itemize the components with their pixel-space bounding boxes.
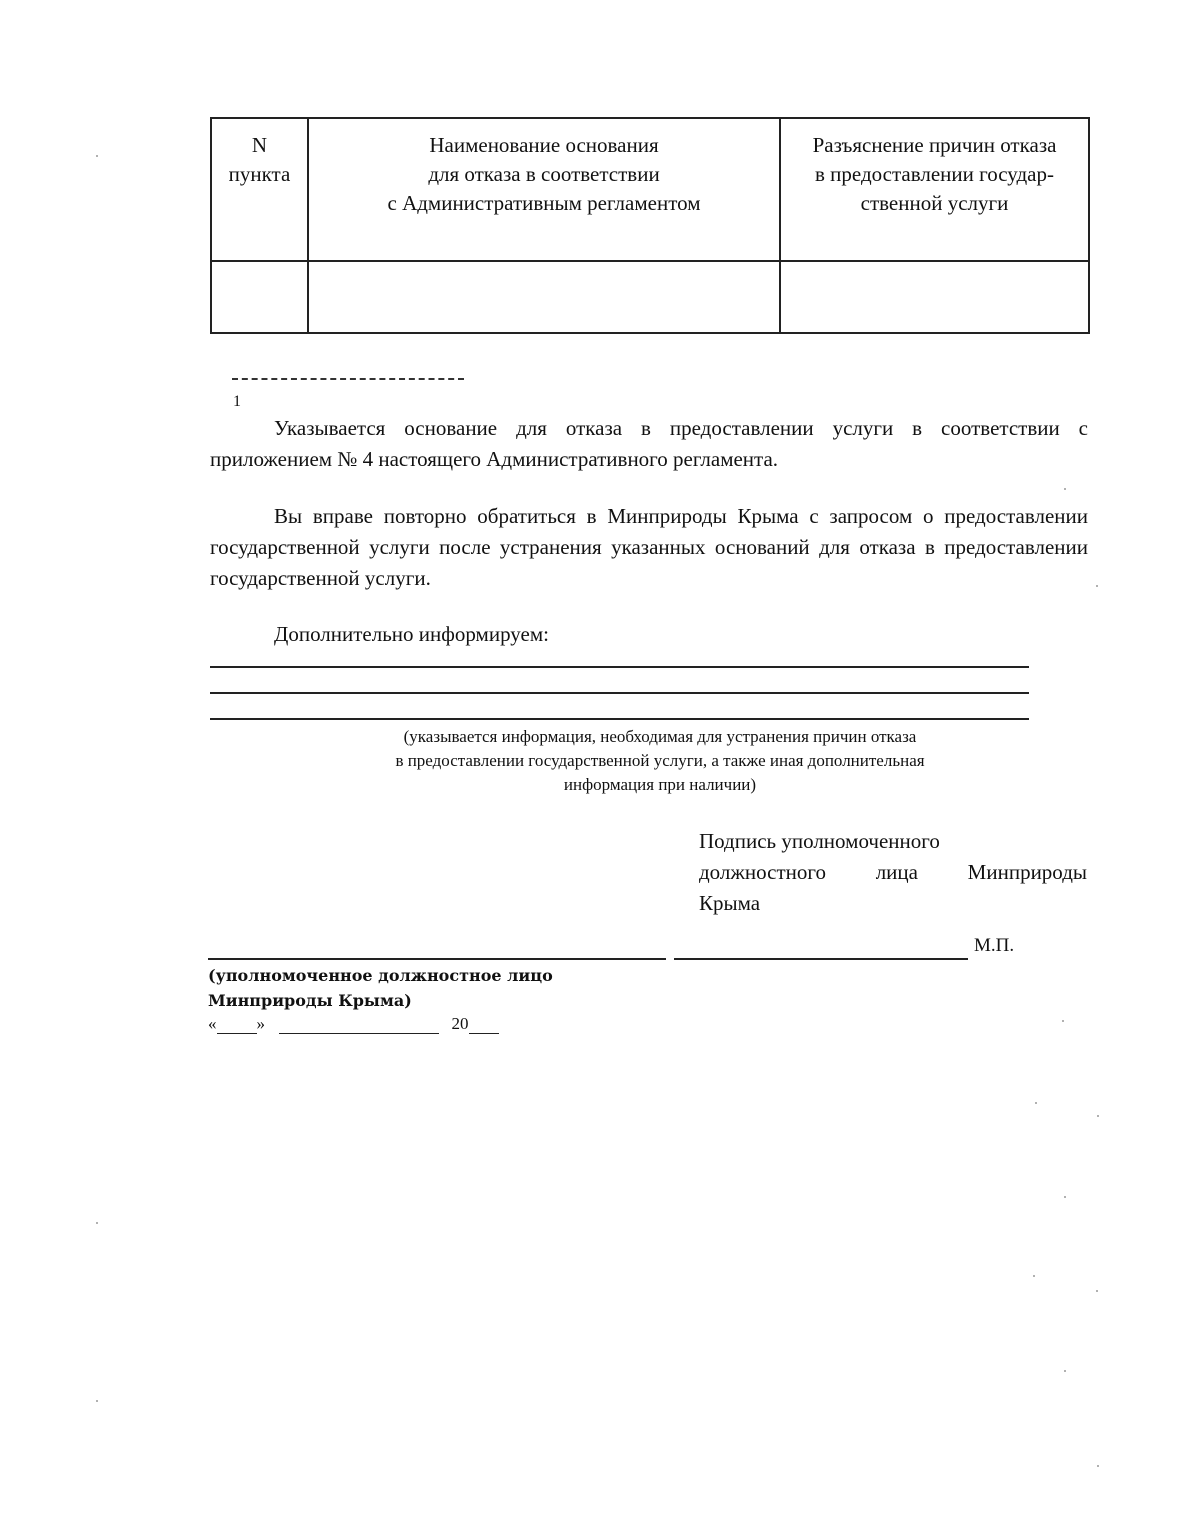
date-year-blank (469, 1015, 499, 1034)
cell-refusal-explanation (780, 261, 1089, 333)
footnote-separator (232, 378, 464, 380)
date-day-blank (217, 1015, 257, 1034)
scan-speck (1096, 585, 1098, 587)
additional-info-line-2 (210, 692, 1029, 694)
additional-info-heading (210, 619, 1088, 650)
table-row (211, 261, 1089, 333)
reapply-paragraph (210, 501, 1088, 594)
header-item-number: N пункта (211, 118, 308, 261)
reasons-table (210, 117, 1090, 334)
stamp-placeholder: М.П. (974, 935, 1015, 956)
official-caption: (уполномоченное должностное лицо Минприроды Крыма) (208, 966, 553, 1010)
signature-line-1: Подпись уполномоченного (699, 829, 940, 853)
scan-speck (1035, 1102, 1037, 1104)
scan-speck (96, 1222, 98, 1224)
footnote-number: 1 (233, 393, 241, 410)
additional-info-line-1 (210, 666, 1029, 668)
date-month-blank (279, 1015, 439, 1034)
scan-speck (1097, 1115, 1099, 1117)
cell-item-number (211, 261, 308, 333)
date-year-prefix: 20 (451, 1014, 469, 1033)
scan-speck (1033, 1275, 1035, 1277)
date-open-quote: « (208, 1014, 217, 1033)
signature-block (699, 826, 1087, 919)
header-refusal-ground: Наименование основания для отказа в соответствии с Административным регламентом (308, 118, 780, 261)
scan-speck (1064, 488, 1066, 490)
signature-line-2: должностного лица Минприроды (699, 860, 1087, 884)
table-header-row (211, 118, 1089, 261)
scan-speck (1062, 1020, 1064, 1022)
scan-speck (1064, 1370, 1066, 1372)
additional-info-label: Дополнительно информируем: (274, 622, 549, 646)
additional-info-line-3 (210, 718, 1029, 720)
additional-info-caption: (указывается информация, необходимая для устранения причин отказа в предоставлении государственной услуги, а также иная дополнительная информация при наличии) (395, 727, 925, 794)
header-refusal-explanation: Разъяснение причин отказа в предоставлении государ- ственной услуги (780, 118, 1089, 261)
signature-line-3: Крыма (699, 891, 761, 915)
cell-refusal-ground (308, 261, 780, 333)
footnote-text (210, 413, 1088, 475)
date-close-quote: » (256, 1014, 265, 1033)
date-field (208, 1014, 499, 1034)
official-name-line (208, 958, 666, 960)
scan-speck (1064, 1196, 1066, 1198)
footnote-text-content: Указывается основание для отказа в предоставлении услуги в соответствии с приложением № 4 настоящего Административного регламента. (210, 416, 1088, 471)
scan-speck (1096, 1290, 1098, 1292)
scan-speck (1097, 1465, 1099, 1467)
scan-speck (96, 155, 98, 157)
official-signature-line (674, 958, 968, 960)
scan-speck (96, 1400, 98, 1402)
reapply-paragraph-text: Вы вправе повторно обратиться в Минприроды Крыма с запросом о предоставлении государственной услуги после устранения указанных оснований для отказа в предоставлении государственной услуги. (210, 504, 1088, 590)
